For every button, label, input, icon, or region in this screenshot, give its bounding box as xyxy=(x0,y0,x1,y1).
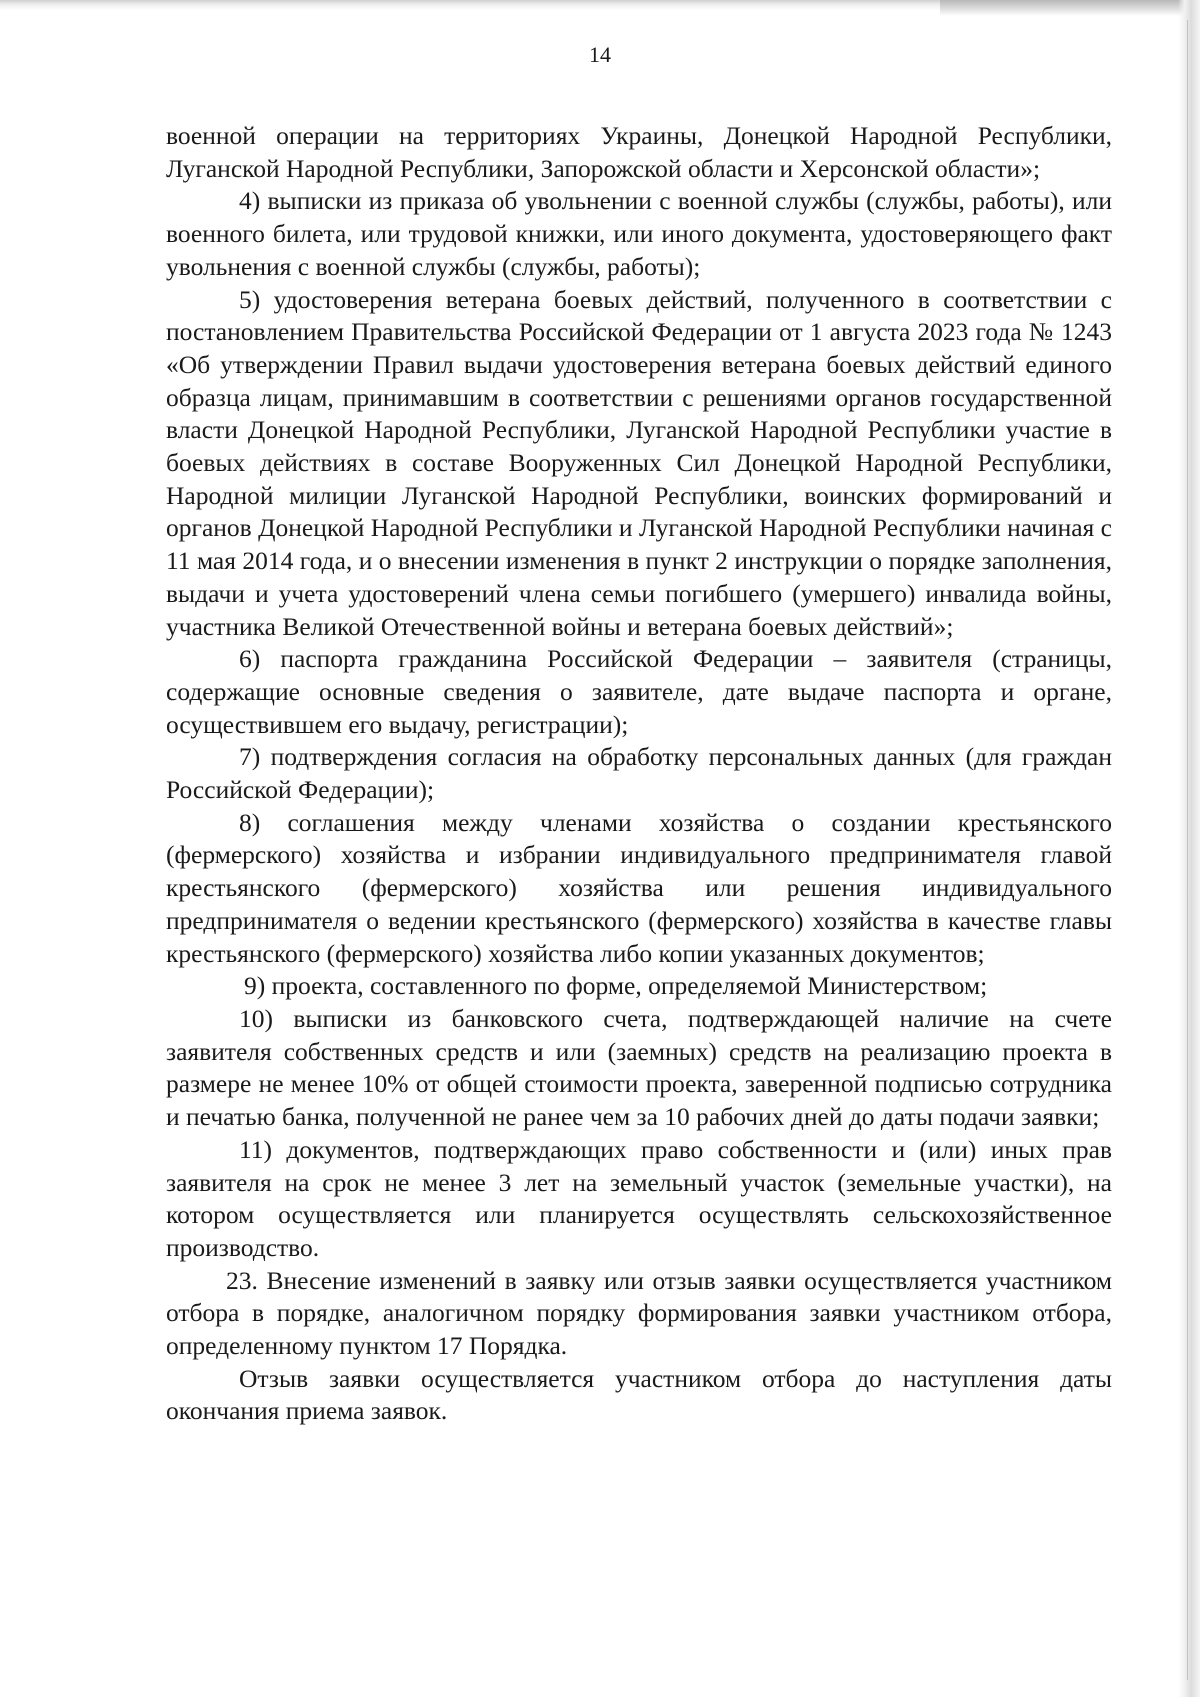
list-item-9: 9) проекта, составленного по форме, определяемой Министерством; xyxy=(244,971,988,1001)
paragraph-continuation: военной операции на территориях Украины, Донецкой Народной Республики, Луганской Народной Республики, Запорожской области и Херсонской области»; xyxy=(166,121,1112,183)
list-item-5: 5) удостоверения ветерана боевых действий, полученного в соответствии с постановлением Правительства Российской Федерации от 1 августа 2023 года № 1243 «Об утверждении Правил выдачи удостоверения ветерана боевых действий единого образца лицам, принимавшим в соответствии с решениями органов государственной власти Донецкой Народной Республики, Луганской Народной Республики участие в боевых действиях в составе Вооруженных Сил Донецкой Народной Республики, Народной милиции Луганской Народной Республики, воинских формирований и органов Донецкой Народной Республики и Луганской Народной Республики начиная с 11 мая 2014 года, и о внесении изменения в пункт 2 инструкции о порядке заполнения, выдачи и учета удостоверений члена семьи погибшего (умершего) инвалида войны, участника Великой Отечественной войны и ветерана боевых действий»; xyxy=(166,284,1112,641)
list-item-8: 8) соглашения между членами хозяйства о создании крестьянского (фермерского) хозяйства и избрании индивидуального предпринимателя главой крестьянского (фермерского) хозяйства или решения индивидуального предпринимателя о ведении крестьянского (фермерского) хозяйства в качестве главы крестьянского (фермерского) хозяйства либо копии указанных документов; xyxy=(166,807,1112,968)
clause-23: 23. Внесение изменений в заявку или отзыв заявки осуществляется участником отбора в порядке, аналогичном порядку формирования заявки участником отбора, определенному пунктом 17 Порядка. xyxy=(166,1265,1112,1361)
page-number: 14 xyxy=(589,42,611,67)
list-item-4: 4) выписки из приказа об увольнении с военной службы (службы, работы), или военного билета, или трудовой книжки, или иного документа, удостоверяющего факт увольнения с военной службы (службы, работы); xyxy=(166,186,1112,281)
document-body xyxy=(166,120,1112,1428)
scan-edge-top-right xyxy=(940,0,1200,16)
scan-edge-right-line xyxy=(1187,20,1188,1680)
list-item-7: 7) подтверждения согласия на обработку персональных данных (для граждан Российской Федерации); xyxy=(166,742,1112,805)
list-item-6: 6) паспорта гражданина Российской Федерации – заявителя (страницы, содержащие основные сведения о заявителе, дате выдаче паспорта и органе, осуществившем его выдачу, регистрации); xyxy=(166,644,1112,739)
list-item-10: 10) выписки из банковского счета, подтверждающей наличие на счете заявителя собственных средств и или (заемных) средств на реализацию проекта в размере не менее 10% от общей стоимости проекта, заверенной подписью сотрудника и печатью банка, полученной не ранее чем за 10 рабочих дней до даты подачи заявки; xyxy=(166,1003,1112,1132)
clause-23-withdrawal: Отзыв заявки осуществляется участником отбора до наступления даты окончания приема заявок. xyxy=(166,1363,1112,1426)
list-item-11: 11) документов, подтверждающих право собственности и (или) иных прав заявителя на срок не менее 3 лет на земельный участок (земельные участки), на котором осуществляется или планируется осуществлять сельскохозяйственное производство. xyxy=(166,1134,1112,1262)
scan-edge-right xyxy=(1178,0,1200,1697)
